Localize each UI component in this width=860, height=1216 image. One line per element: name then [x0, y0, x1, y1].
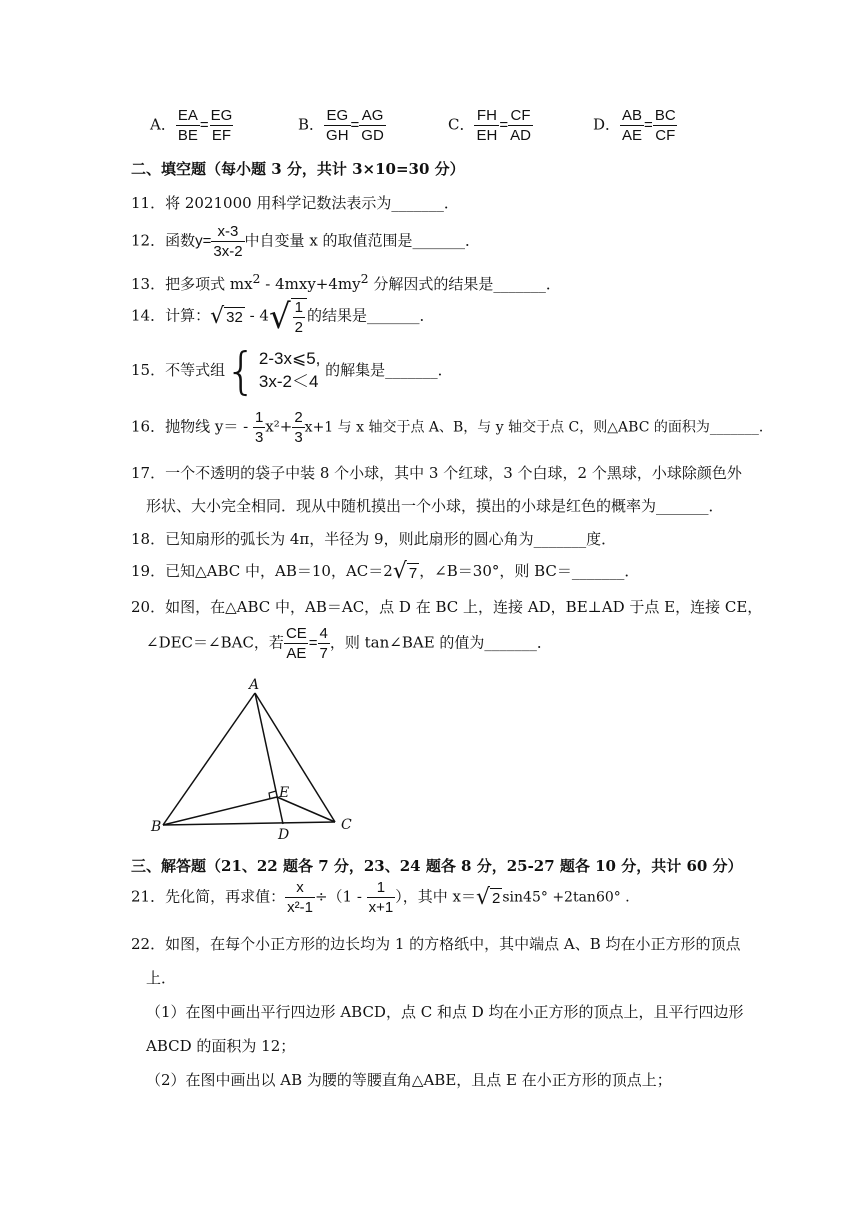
question-18: 18．已知扇形的弧长为 4π，半径为 9，则此扇形的圆心角为_______度． — [131, 530, 617, 548]
segment-ad — [255, 693, 283, 824]
fraction: $\frac{1}{x+1}$ — [368, 879, 394, 916]
square-root: √ $\frac{1}{2}$ — [269, 298, 307, 335]
question-22-sub-2: （2）在图中画出以 AB 为腰的等腰直角△ABE，且点 E 在小正方形的顶点上； — [146, 1071, 672, 1089]
option-letter: C． — [448, 115, 475, 134]
question-17-line-1: 17．一个不透明的袋子中装 8 个小球，其中 3 个红球，3 个白球，2 个黑球，小球除颜色外 — [131, 464, 742, 482]
segment-bc — [163, 822, 335, 825]
fraction: $\frac{x-3}{3x-2}$ — [213, 223, 243, 260]
question-19: 19．已知△ABC 中，AB＝10，AC＝2 √ 7 ，∠B＝30°，则 BC＝_______． — [131, 559, 640, 584]
option-letter: A． — [150, 115, 176, 134]
option-a: A． $\frac{EA}{BE}$ = $\frac{EG}{EF}$ — [150, 107, 233, 144]
question-12: 12．函数y= $\frac{x-3}{3x-2}$ 中自变量 x 的取值范围是_______． — [131, 223, 481, 260]
fraction: $\frac{BC}{CF}$ — [654, 107, 676, 144]
question-17-line-2: 形状、大小完全相同．现从中随机摸出一个小球，摸出的小球是红色的概率为_______． — [146, 497, 724, 515]
label-d: D — [278, 827, 290, 843]
question-11: 11．将 2021000 用科学记数法表示为_______． — [131, 194, 459, 212]
triangle-figure — [145, 675, 365, 845]
question-22-line-1: 22．如图，在每个小正方形的边长均为 1 的方格纸中，其中端点 A、B 均在小正方形的顶点 — [131, 935, 741, 953]
question-13: 13．把多项式 $mx^2 - 4mxy+4my^2$ 分解因式的结果是_______． — [131, 271, 561, 293]
fraction: $\frac{x}{\text{x²-1}}$ — [287, 879, 313, 916]
fraction: $\frac{EG}{EF}$ — [210, 107, 233, 144]
fraction: $\frac{EA}{BE}$ — [177, 107, 198, 144]
question-22-line-2: 上． — [146, 969, 177, 987]
square-root: √ 2 — [476, 884, 501, 910]
option-c: C． $\frac{FH}{EH}$ = $\frac{CF}{AD}$ — [448, 107, 531, 144]
option-b: B． $\frac{EG}{GH}$ = $\frac{AG}{GD}$ — [298, 107, 384, 144]
question-22-sub-1-line-1: （1）在图中画出平行四边形 ABCD，点 C 和点 D 均在小正方形的顶点上，且平行四边形 — [146, 1003, 744, 1021]
option-letter: D． — [593, 115, 621, 134]
fraction: $\frac{2}{3}$ — [294, 409, 303, 446]
question-20-line-2: ∠DEC＝∠BAC，若 $\frac{CE}{AE}$ = $\frac{4}{7}$ ，则 tan∠BAE 的值为_______． — [146, 625, 552, 662]
label-e: E — [279, 785, 290, 801]
label-a: A — [249, 677, 260, 693]
option-d: D． $\frac{AB}{AE}$ = $\frac{BC}{CF}$ — [593, 107, 676, 144]
square-root: √ 32 — [210, 303, 243, 329]
fraction: $\frac{CF}{AD}$ — [510, 107, 531, 144]
fraction: $\frac{4}{7}$ — [319, 625, 328, 662]
fraction: $\frac{CE}{AE}$ — [285, 625, 307, 662]
fraction: $\frac{FH}{EH}$ — [476, 107, 498, 144]
section-3-title: 三、解答题（21、22 题各 7 分，23、24 题各 8 分，25-27 题各 10 分，共计 60 分） — [131, 857, 743, 875]
segment-ac — [255, 693, 335, 822]
square-root: √ 7 — [392, 559, 418, 584]
question-14: 14．计算： √ 32 - 4 √ $\frac{1}{2}$ 的结果是_______． — [131, 296, 435, 337]
fraction: $\frac{AB}{AE}$ — [622, 107, 643, 144]
label-c: C — [341, 817, 352, 833]
label-b: B — [151, 819, 162, 835]
question-22-sub-1-line-2: ABCD 的面积为 12； — [146, 1037, 296, 1055]
fraction: $\frac{EG}{GH}$ — [326, 107, 349, 144]
question-16: 16．抛物线 y＝ - $\frac{1}{3}$ x²+ $\frac{2}{3}$ x+1 与 x 轴交于点 A、B，与 y 轴交于点 C，则△ABC 的面积为_______． — [131, 409, 773, 446]
question-15: 15．不等式组 { 2-3x⩽5, 3x-2＜4 的解集是_______． — [131, 342, 453, 400]
inequality-system: { 2-3x⩽5, 3x-2＜4 — [225, 342, 321, 400]
option-letter: B． — [298, 115, 325, 134]
section-2-title: 二、填空题（每小题 3 分，共计 3×10=30 分） — [131, 160, 465, 178]
fraction: $\frac{AG}{GD}$ — [361, 107, 384, 144]
question-21: 21．先化简，再求值： $\frac{x}{\text{x²-1}}$ ÷（1 - $\frac{1}{x+1}$ ），其中 x＝ √ 2 sin45° +2tan60° ． — [131, 879, 640, 916]
question-20-line-1: 20．如图，在△ABC 中，AB＝AC，点 D 在 BC 上，连接 AD，BE⊥AD 于点 E，连接 CE， — [131, 598, 763, 616]
fraction: $\frac{1}{3}$ — [254, 409, 264, 446]
